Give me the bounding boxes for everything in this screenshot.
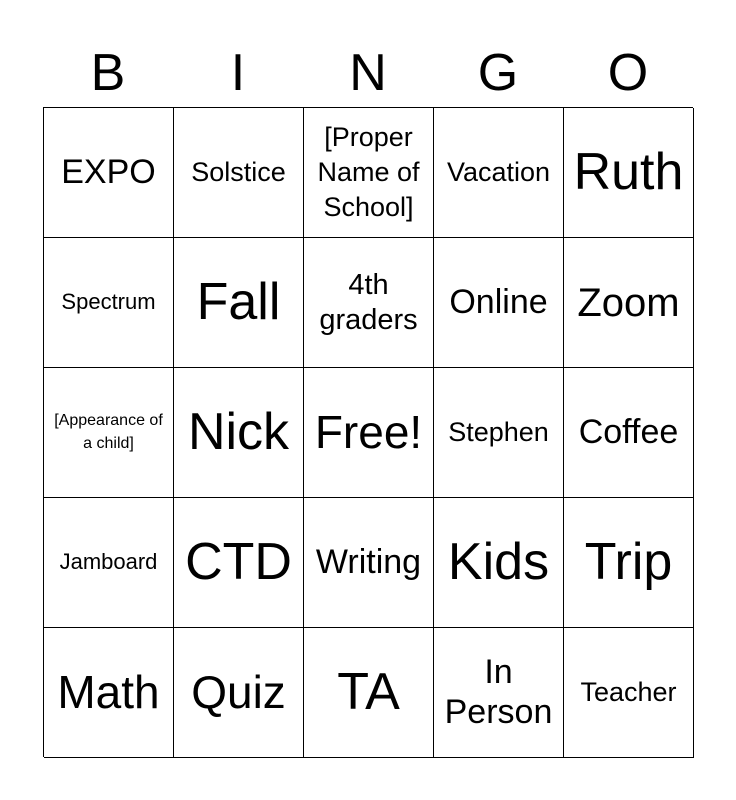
bingo-board <box>43 107 693 757</box>
cell-text: Solstice <box>191 156 286 187</box>
bingo-cell[interactable] <box>564 108 694 238</box>
cell-text: Kids <box>447 533 550 592</box>
cell-text: Free! <box>314 406 423 459</box>
bingo-cell[interactable] <box>44 238 174 368</box>
cell-text: Ruth <box>573 143 684 202</box>
bingo-cell[interactable] <box>564 238 694 368</box>
cell-text: Zoom <box>577 280 680 325</box>
cell-text: Fall <box>196 273 281 332</box>
cell-text: 4th graders <box>319 268 418 336</box>
cell-text: Teacher <box>580 676 677 707</box>
bingo-cell[interactable] <box>174 108 304 238</box>
bingo-cell[interactable] <box>434 368 564 498</box>
bingo-cell[interactable] <box>174 368 304 498</box>
cell-text: Math <box>57 666 160 719</box>
cell-text: In Person <box>444 653 553 731</box>
header-letter-i: I <box>230 44 246 102</box>
bingo-cell[interactable] <box>434 498 564 628</box>
cell-text: Online <box>449 282 548 321</box>
cell-text: Spectrum <box>61 289 156 315</box>
header-letter-g: G <box>477 44 519 102</box>
bingo-header <box>43 40 693 106</box>
header-letter-b: B <box>90 44 126 102</box>
cell-text: Stephen <box>448 416 549 447</box>
bingo-cell[interactable] <box>304 628 434 758</box>
header-letter-o: O <box>607 44 649 102</box>
cell-text: TA <box>337 663 400 722</box>
cell-text: Writing <box>315 542 422 581</box>
cell-text: CTD <box>185 533 292 592</box>
cell-text: EXPO <box>61 152 156 191</box>
cell-text: Trip <box>584 533 673 592</box>
bingo-cell[interactable] <box>174 498 304 628</box>
bingo-cell[interactable] <box>564 628 694 758</box>
bingo-cell[interactable] <box>304 368 434 498</box>
bingo-cell[interactable] <box>564 368 694 498</box>
header-letter-n: N <box>349 44 387 102</box>
cell-text: Quiz <box>191 666 286 719</box>
bingo-cell[interactable] <box>304 498 434 628</box>
bingo-cell[interactable] <box>304 238 434 368</box>
bingo-cell[interactable] <box>434 238 564 368</box>
bingo-cell[interactable] <box>304 108 434 238</box>
cell-text: Jamboard <box>59 549 158 575</box>
bingo-cell[interactable] <box>174 238 304 368</box>
bingo-cell[interactable] <box>564 498 694 628</box>
cell-text: Nick <box>187 403 290 462</box>
bingo-cell[interactable] <box>44 498 174 628</box>
bingo-cell[interactable] <box>44 368 174 498</box>
cell-text: [Proper Name of School] <box>317 121 420 223</box>
cell-text: [Appearance of a child] <box>54 412 163 452</box>
bingo-cell[interactable] <box>44 628 174 758</box>
bingo-cell[interactable] <box>434 108 564 238</box>
cell-text: Vacation <box>446 156 551 187</box>
cell-text: Coffee <box>578 412 679 451</box>
bingo-cell[interactable] <box>44 108 174 238</box>
bingo-cell[interactable] <box>174 628 304 758</box>
bingo-cell[interactable] <box>434 628 564 758</box>
